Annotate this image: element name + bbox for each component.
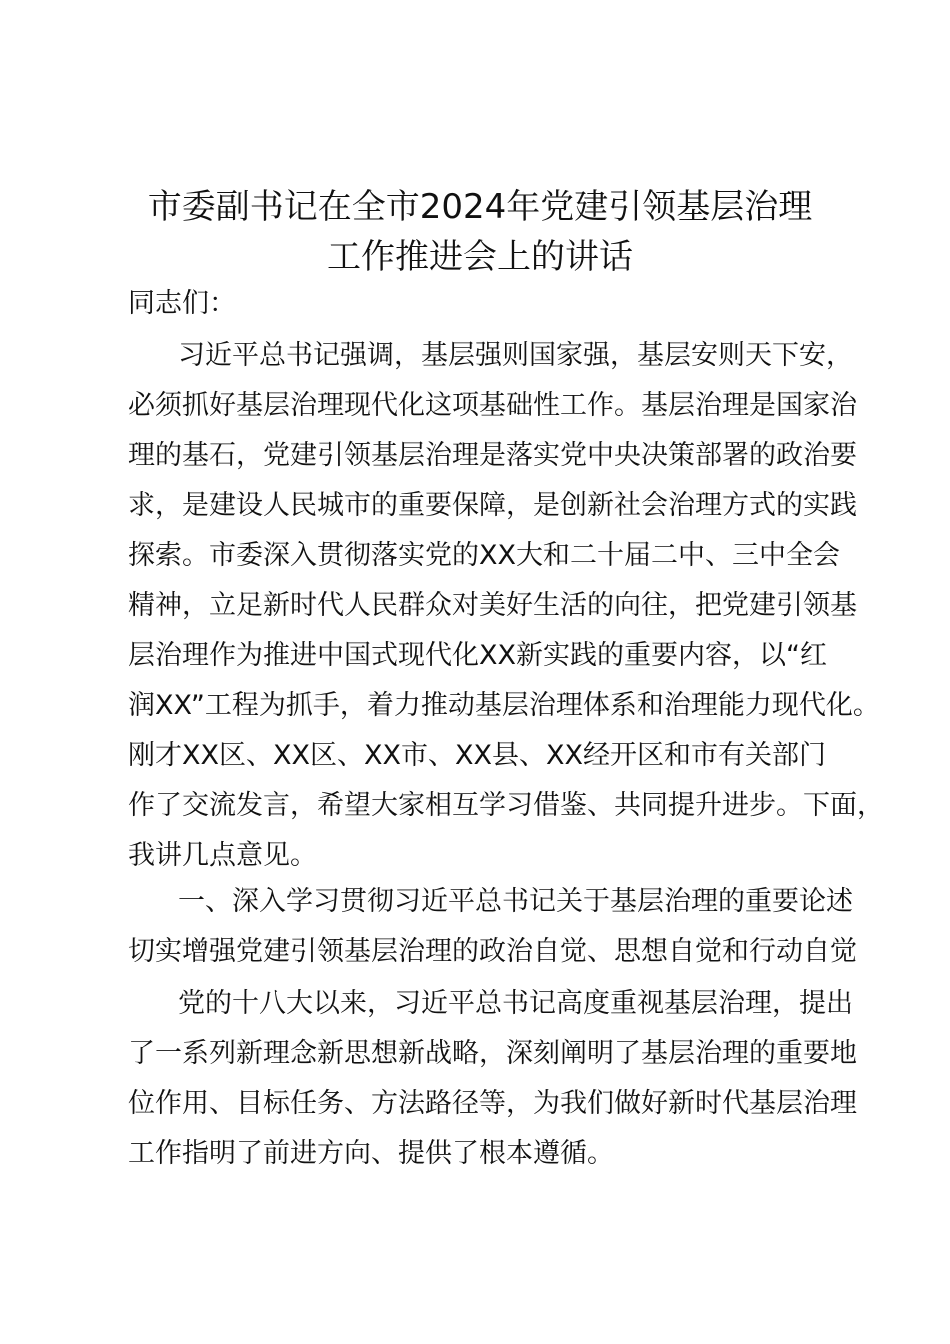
section-heading-line: 切实增强党建引领基层治理的政治自觉、思想自觉和行动自觉 [128,936,857,967]
paragraph-line: 润XX”工程为抓手，着力推动基层治理体系和治理能力现代化。 [128,690,880,721]
paragraph-line: 作了交流发言，希望大家相互学习借鉴、共同提升进步。下面， [128,790,884,821]
title-line: 市委副书记在全市2024年党建引领基层治理 [147,187,813,227]
paragraph-line: 了一系列新理念新思想新战略，深刻阐明了基层治理的重要地 [128,1038,857,1069]
paragraph-line: 必须抓好基层治理现代化这项基础性工作。基层治理是国家治 [128,390,857,421]
paragraph-line: 理的基石，党建引领基层治理是落实党中央决策部署的政治要 [128,440,857,471]
paragraph-line: 我讲几点意见。 [128,840,317,871]
paragraph-line: 工作指明了前进方向、提供了根本遵循。 [128,1138,614,1169]
title-line: 工作推进会上的讲话 [327,237,633,277]
paragraph-line: 位作用、目标任务、方法路径等，为我们做好新时代基层治理 [128,1088,857,1119]
paragraph-line: 习近平总书记强调，基层强则国家强，基层安则天下安， [178,340,853,371]
paragraph-line: 求，是建设人民城市的重要保障，是创新社会治理方式的实践 [128,490,857,521]
paragraph-line: 刚才XX区、XX区、XX市、XX县、XX经开区和市有关部门 [128,740,826,771]
paragraph-line: 层治理作为推进中国式现代化XX新实践的重要内容，以“红 [128,640,827,671]
paragraph-line: 精神，立足新时代人民群众对美好生活的向往，把党建引领基 [128,590,857,621]
paragraph-line: 党的十八大以来，习近平总书记高度重视基层治理，提出 [178,988,853,1019]
salutation: 同志们： [128,288,236,319]
paragraph-line: 探索。市委深入贯彻落实党的XX大和二十届二中、三中全会 [128,540,840,571]
section-heading-line: 一、深入学习贯彻习近平总书记关于基层治理的重要论述 [178,886,853,917]
document-title [110,182,850,282]
